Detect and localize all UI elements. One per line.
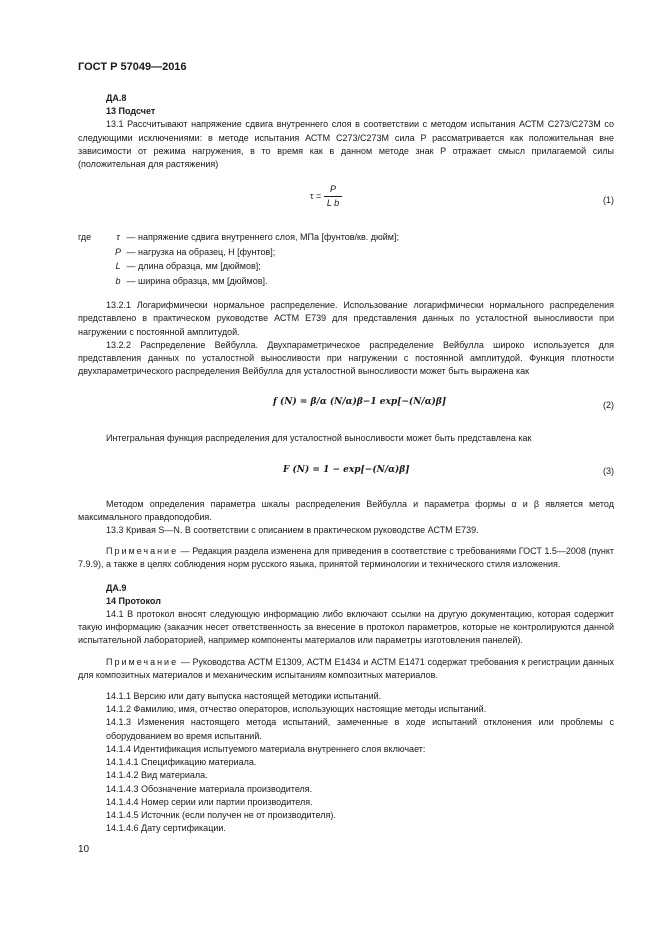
formula-3-number: (3) xyxy=(603,465,614,476)
paragraph-14-1: 14.1 В протокол вносят следующую информацию либо включают ссылки на другую документацию, которая содержит такую информацию (заказчик несет ответственность за внесение в протокол параметров, которые не контролируются данной испытательной лабораторией, например компоненты материалов или параметры изготовления панелей). xyxy=(78,609,614,646)
list-item: 14.1.4.1 Спецификацию материала. xyxy=(106,757,257,768)
definition-item: b — ширина образца, мм [дюймов]. xyxy=(115,275,268,286)
paragraph-13-3: 13.3 Кривая S—N. В соответствии с описанием в практическом руководстве АСТМ Е739. xyxy=(106,525,479,536)
definition-item: P — нагрузка на образец, Н [фунтов]; xyxy=(114,246,276,257)
list-item: 14.1.4 Идентификация испытуемого материала внутреннего слоя включает: xyxy=(106,743,426,754)
note-text: — Редакция раздела изменена для приведения в соответствие с требованиями ГОСТ 1.5—2008 (пункт 7.9.9), а также в целях соблюдения норм русского языка, принятой терминологии и технического стиля изложения. xyxy=(78,546,614,570)
list-item: 14.1.1 Версию или дату выпуска настоящей методики испытаний. xyxy=(106,691,382,702)
formula-3 xyxy=(78,452,614,492)
definition-item: L — длина образца, мм [дюймов]; xyxy=(115,261,261,272)
paragraph-13-2-2: 13.2.2 Распределение Вейбулла. Двухпараметрическое распределение Вейбулла широко используется для представления данных по усталостной выносливости при нагружении с постоянной амплитудой. Функция плотности двухпараметрического распределения Вейбулла для усталостной выносливости может быть выражена как xyxy=(78,339,614,377)
paragraph-max-likelihood: Методом определения параметра шкалы распределения Вейбулла и параметра формы α и β является метод максимального правдоподобия. xyxy=(78,498,614,522)
list-item: 14.1.4.2 Вид материала. xyxy=(106,770,208,781)
paragraph-integral: Интегральная функция распределения для усталостной выносливости может быть представлена как xyxy=(106,433,532,444)
list-item: 14.1.2 Фамилию, имя, отчество операторов, использующих настоящие методы испытаний. xyxy=(106,704,487,715)
section-heading-13: 13 Подсчет xyxy=(106,106,156,117)
definition-item: τ — напряжение сдвига внутреннего слоя, МПа [фунтов/кв. дюйм]; xyxy=(116,232,399,243)
definitions-list xyxy=(78,231,614,289)
formula-2 xyxy=(78,386,614,426)
paragraph-13-2-1: 13.2.1 Логарифмически нормальное распределение. Использование логарифмически нормального распределения представлено в практическом руководстве АСТМ Е739 для представления данных по усталостной выносливости при нагружении с постоянной амплитудой. xyxy=(78,300,614,337)
where-label: где xyxy=(78,232,92,243)
section-label-da8: ДА.8 xyxy=(106,93,127,103)
list-item: 14.1.4.6 Дату сертификации. xyxy=(106,823,226,834)
formula-3-expression: F (N) = 1 − exp[−(N/α)β] xyxy=(283,464,410,475)
symbol-definitions xyxy=(78,231,614,289)
list-item: 14.1.3 Изменения настоящего метода испытаний, замеченные в ходе испытаний отклонения или проблемы с оборудованием во время испытаний. xyxy=(106,717,614,741)
list-item: 14.1.4.5 Источник (если получен не от производителя). xyxy=(106,809,336,820)
formula-1-fraction xyxy=(324,183,342,210)
list-item: 14.1.4.4 Номер серии или партии производителя. xyxy=(106,796,313,807)
section-label-da9: ДА.9 xyxy=(106,582,127,593)
formula-1-lhs: τ = xyxy=(310,191,322,202)
formula-1-numerator: P xyxy=(330,184,337,195)
formula-2-expression: f (N) = β/α (N/α)β−1 exp[−(N/α)β] xyxy=(273,397,447,408)
note-section-da8 xyxy=(78,545,614,571)
note-label: Примечание xyxy=(106,656,179,667)
note-label: Примечание xyxy=(106,546,179,557)
paragraph-13-1: 13.1 Рассчитывают напряжение сдвига внутреннего слоя в соответствии с методом испытания АСТМ С273/С273М со следующими исключениями: в методе испытания АСТМ С273/С273М сила P рассматривается как положительная вне зависимости от режима нагружения, в то время как в данном методе знак P отражает смысл прилагаемой силы (положительная для растяжения) xyxy=(78,119,614,170)
section-heading-14: 14 Протокол xyxy=(106,595,161,606)
page-number: 10 xyxy=(78,844,90,855)
document-header: ГОСТ Р 57049—2016 xyxy=(78,61,187,73)
note-section-da9 xyxy=(78,656,614,682)
formula-1-expression xyxy=(310,183,342,210)
list-item: 14.1.4.3 Обозначение материала производителя. xyxy=(106,783,313,794)
note-text: — Руководства АСТМ Е1309, АСТМ Е1434 и АСТМ Е1471 содержат требования к регистрации данных для композитных материалов и механическим испытаниям композитных материалов. xyxy=(78,656,614,680)
formula-1-number: (1) xyxy=(603,195,614,206)
document-body xyxy=(78,92,614,835)
formula-2-number: (2) xyxy=(603,400,614,411)
formula-1-denominator: L b xyxy=(324,196,342,210)
formula-1 xyxy=(78,183,614,217)
protocol-items-list xyxy=(78,690,614,835)
